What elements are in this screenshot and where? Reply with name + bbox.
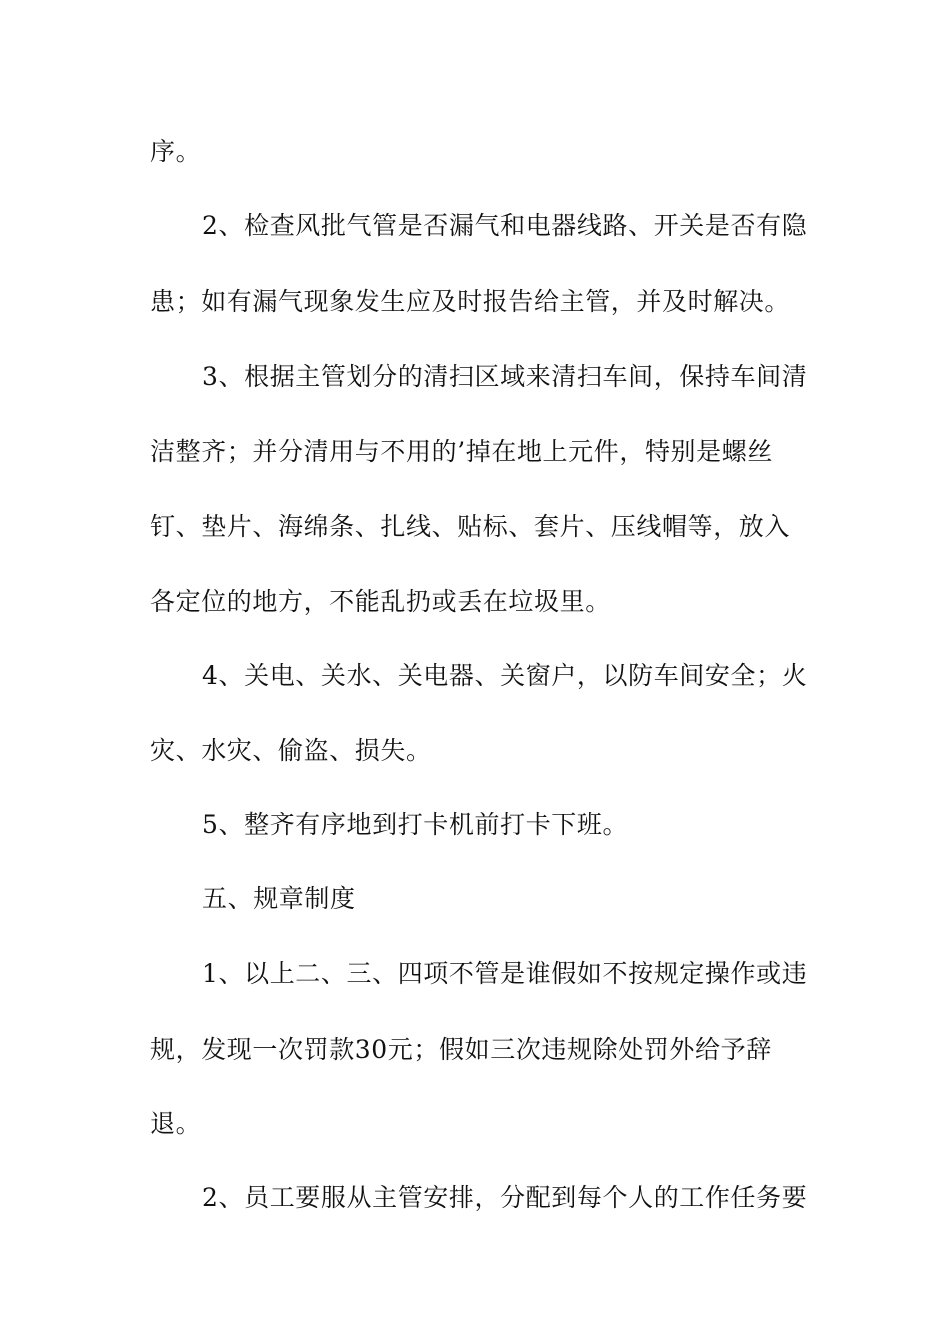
text-line: 灾、水灾、偷盗、损失。: [150, 736, 432, 765]
text-line: 4、关电、关水、关电器、关窗户，以防车间安全；火: [202, 661, 808, 690]
text-line: 5、整齐有序地到打卡机前打卡下班。: [202, 810, 629, 839]
text-line: 钉、垫片、海绵条、扎线、贴标、套片、压线帽等，放入: [150, 512, 791, 541]
text-line: 3、根据主管划分的清扫区域来清扫车间，保持车间清: [202, 362, 808, 391]
text-line: 2、检查风批气管是否漏气和电器线路、开关是否有隐: [202, 211, 808, 240]
text-line: 退。: [150, 1109, 202, 1138]
text-line: 规，发现一次罚款30元；假如三次违规除处罚外给予辞: [150, 1035, 772, 1064]
text-line: 洁整齐；并分清用与不用的’掉在地上元件，特别是螺丝: [150, 437, 773, 466]
text-line: 各定位的地方，不能乱扔或丢在垃圾里。: [150, 587, 611, 616]
text-line: 序。: [150, 137, 202, 166]
text-line: 2、员工要服从主管安排，分配到每个人的工作任务要: [202, 1183, 808, 1212]
text-line: 患；如有漏气现象发生应及时报告给主管，并及时解决。: [150, 287, 791, 316]
section-heading: 五、规章制度: [202, 884, 356, 913]
text-line: 1、以上二、三、四项不管是谁假如不按规定操作或违: [202, 959, 808, 988]
